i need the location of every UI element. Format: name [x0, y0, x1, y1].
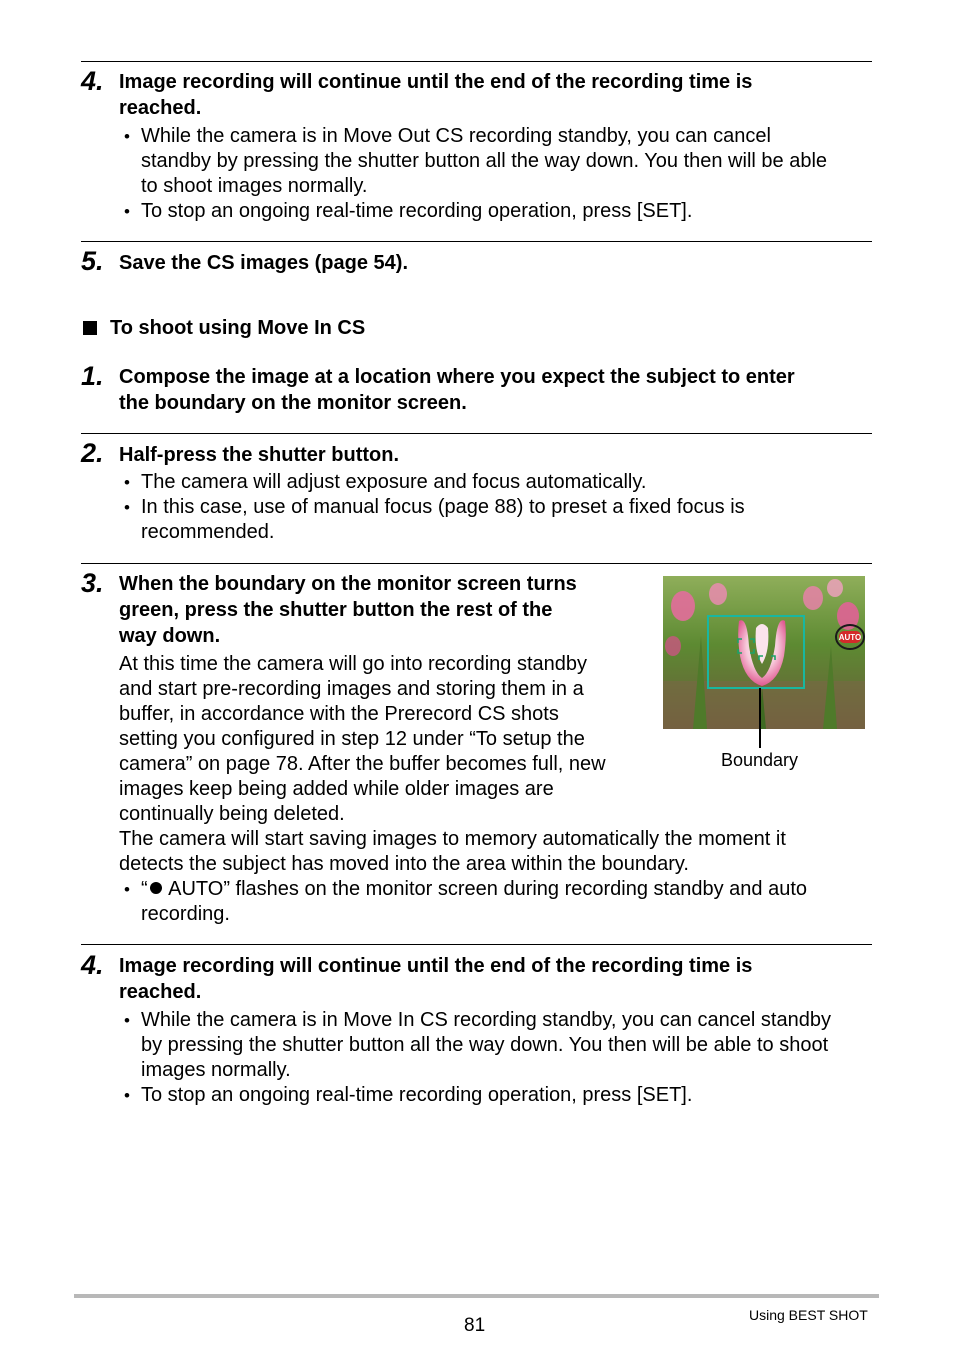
paragraph-line: images keep being added while older images are [119, 778, 554, 800]
paragraph-line: detects the subject has moved into the area within the boundary. [119, 853, 689, 875]
footer-bar [74, 1294, 879, 1298]
divider [81, 433, 872, 434]
heading-line: Image recording will continue until the end of the recording time is [119, 71, 753, 93]
step-heading [119, 69, 752, 121]
bullet-line [141, 877, 807, 902]
heading-line: reached. [119, 981, 202, 1003]
paragraph-line: The camera will start saving images to memory automatically the moment it [119, 828, 786, 850]
paragraph-line: camera” on page 78. After the buffer becomes full, new [119, 753, 606, 775]
bullet-line: to shoot images normally. [141, 175, 368, 197]
divider [81, 944, 872, 945]
bullet-line: • While the camera is in Move Out CS recording standby, you can cancel [141, 125, 771, 147]
heading-line: Image recording will continue until the end of the recording time is [119, 955, 753, 977]
heading-line: Compose the image at a location where you expect the subject to enter [119, 366, 795, 388]
list-item [122, 470, 745, 495]
list-item [122, 1083, 831, 1108]
bullet-line: • In this case, use of manual focus (page 88) to preset a fixed focus is [141, 496, 745, 518]
bullet-line: • The camera will adjust exposure and focus automatically. [141, 471, 647, 493]
paragraph-line: setting you configured in step 12 under “To setup the [119, 728, 585, 750]
list-item [122, 124, 827, 199]
bullet-line: recommended. [141, 521, 275, 543]
paragraph-line: and start pre-recording images and storing them in a [119, 678, 584, 700]
step-heading [119, 571, 577, 649]
figure-caption: Boundary [721, 750, 799, 770]
record-dot-icon [150, 882, 162, 894]
bullet-line: recording. [141, 903, 230, 925]
step-heading [119, 364, 795, 416]
boundary-leader-line [759, 729, 761, 748]
step-number: 5. [81, 246, 104, 276]
section-title [83, 315, 365, 341]
heading-line: green, press the shutter button the rest of the [119, 599, 553, 621]
paragraph-line: At this time the camera will go into recording standby [119, 653, 587, 675]
step-heading: Save the CS images (page 54). [119, 252, 409, 274]
step-number: 4. [81, 66, 104, 96]
bullet-list [122, 1008, 831, 1108]
bullet-list [122, 124, 827, 224]
paragraph-line: continually being deleted. [119, 803, 345, 825]
step-number: 1. [81, 361, 104, 391]
divider [81, 241, 872, 242]
list-item [122, 495, 745, 545]
bullet-line: • To stop an ongoing real-time recording operation, press [SET]. [141, 200, 693, 222]
heading-line: reached. [119, 97, 202, 119]
monitor-screen-photo [663, 576, 865, 729]
list-item [122, 199, 827, 224]
step-number: 3. [81, 568, 104, 598]
heading-line: the boundary on the monitor screen. [119, 392, 467, 414]
bullet-text: AUTO” flashes on the monitor screen during recording standby and auto [163, 878, 808, 900]
bullet-line: by pressing the shutter button all the way down. You then will be able to shoot [141, 1034, 829, 1056]
divider [81, 563, 872, 564]
paragraph-line: buffer, in accordance with the Prerecord CS shots [119, 703, 559, 725]
bullet-list [122, 470, 745, 545]
bullet-line: • While the camera is in Move In CS recording standby, you can cancel standby [141, 1009, 831, 1031]
heading-line: way down. [119, 625, 221, 647]
footer-section-label: Using BEST SHOT [749, 1307, 868, 1323]
bullet-line: images normally. [141, 1059, 291, 1081]
bullet-line: standby by pressing the shutter button all the way down. You then will be able [141, 150, 828, 172]
bullet-list [122, 877, 807, 927]
list-item [122, 1008, 831, 1083]
section-title-text: To shoot using Move In CS [110, 317, 366, 339]
list-item [122, 877, 807, 927]
page-number: 81 [464, 1315, 486, 1336]
auto-badge-icon: AUTO [838, 633, 862, 642]
step-number: 2. [81, 438, 104, 468]
step-heading: Half-press the shutter button. [119, 444, 400, 466]
bullet-line: • To stop an ongoing real-time recording operation, press [SET]. [141, 1084, 693, 1106]
heading-line: When the boundary on the monitor screen turns [119, 573, 577, 595]
step-number: 4. [81, 950, 104, 980]
square-bullet-icon [83, 321, 97, 335]
step-heading [119, 953, 752, 1005]
quote-open: “ [141, 878, 148, 900]
divider [81, 61, 872, 62]
